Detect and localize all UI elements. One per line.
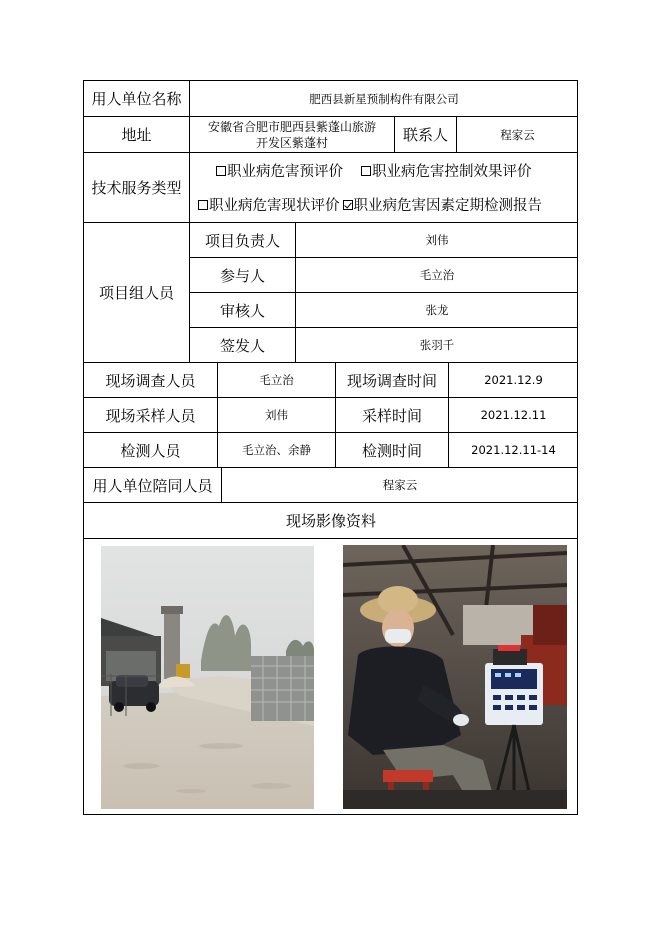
team-name-reviewer: 张龙: [296, 293, 578, 328]
service-type-options: [190, 153, 578, 223]
checkbox-status-evaluation[interactable]: [198, 200, 208, 210]
testing-staff-label: 检测人员: [84, 433, 218, 468]
sampling-time-label: 采样时间: [336, 398, 449, 433]
testing-staff-value: 毛立治、余静: [218, 433, 336, 468]
address-label: 地址: [84, 117, 190, 153]
site-photo-yard: [101, 546, 314, 809]
option-control-effect: 职业病危害控制效果评价: [372, 164, 532, 180]
record-table: [83, 80, 578, 815]
service-option-row-2: [198, 194, 542, 215]
sampling-staff-label: 现场采样人员: [84, 398, 218, 433]
team-name-participant: 毛立治: [296, 258, 578, 293]
checkbox-control-effect[interactable]: [361, 166, 371, 176]
team-name-lead: 刘伟: [296, 223, 578, 258]
employer-label: 用人单位名称: [84, 81, 190, 117]
survey-time-label: 现场调查时间: [336, 363, 449, 398]
option-pre-evaluation: 职业病危害预评价: [227, 164, 343, 180]
address-line-2: 开发区紫蓬村: [255, 135, 328, 150]
testing-time-label: 检测时间: [336, 433, 449, 468]
employer-value: 肥西县新星预制构件有限公司: [190, 81, 578, 117]
option-periodic-testing: 职业病危害因素定期检测报告: [353, 198, 542, 214]
service-option-row-1: [216, 160, 532, 181]
service-type-label: 技术服务类型: [84, 153, 190, 223]
survey-time-value: 2021.12.9: [449, 363, 578, 398]
contact-value: 程家云: [457, 117, 578, 153]
contact-label: 联系人: [395, 117, 457, 153]
escort-label: 用人单位陪同人员: [84, 468, 222, 503]
sampling-staff-value: 刘伟: [218, 398, 336, 433]
checkbox-periodic-testing[interactable]: [343, 200, 353, 210]
team-role-issuer: 签发人: [190, 328, 296, 363]
address-value: [190, 117, 395, 153]
sampling-time-value: 2021.12.11: [449, 398, 578, 433]
team-role-participant: 参与人: [190, 258, 296, 293]
team-role-reviewer: 审核人: [190, 293, 296, 328]
address-line-1: 安徽省合肥市肥西县紫蓬山旅游: [207, 119, 376, 134]
team-name-issuer: 张羽千: [296, 328, 578, 363]
escort-value: 程家云: [222, 468, 578, 503]
testing-time-value: 2021.12.11-14: [449, 433, 578, 468]
project-team-label: 项目组人员: [84, 223, 190, 363]
site-photo-worker-sampling: [343, 545, 567, 809]
media-label: 现场影像资料: [84, 503, 578, 539]
survey-staff-value: 毛立治: [218, 363, 336, 398]
survey-staff-label: 现场调查人员: [84, 363, 218, 398]
team-role-lead: 项目负责人: [190, 223, 296, 258]
option-status-evaluation: 职业病危害现状评价: [209, 198, 340, 214]
checkbox-pre-evaluation[interactable]: [216, 166, 226, 176]
